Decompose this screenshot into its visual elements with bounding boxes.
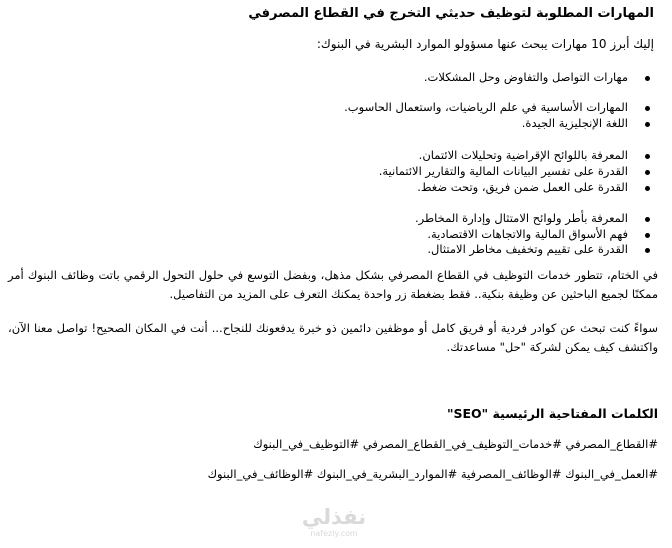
skill-item: المعرفة بأطر ولوائح الامتثال وإدارة المخاطر. [415, 211, 628, 225]
nafezly-watermark [294, 505, 374, 538]
skill-item: المهارات الأساسية في علم الرياضيات، واستعمال الحاسوب. [344, 100, 628, 114]
skill-item: المعرفة باللوائح الإقراضية وتحليلات الائتمان. [418, 148, 628, 162]
keywords-title: الكلمات المفتاحية الرئيسية "SEO" [446, 406, 658, 421]
conclusion-paragraph: في الختام، تتطور خدمات التوظيف في القطاع المصرفي بشكل مذهل، وبفضل التوسع في حلول التحول الرقمي باتت وظائف البنوك أمر ممكنًا لجميع الباحثين عن وظيفة بنكية.. فقط بضغطة زر واحدة يمكنك التعرف على المزيد من التفاصيل. [8, 268, 658, 301]
document-title: المهارات المطلوبة لتوظيف حديثي التخرج في القطاع المصرفي [248, 6, 654, 21]
watermark-brand: نفذلي [301, 505, 367, 529]
hashtags-line: #القطاع_المصرفي #خدمات_التوظيف_في_القطاع_المصرفي #التوظيف_في_البنوك [253, 437, 658, 451]
hashtags-line: #العمل_في_البنوك #الوظائف_المصرفية #الموارد_البشرية_في_البنوك #الوظائف_في_البنوك [207, 467, 658, 481]
skill-item: القدرة على العمل ضمن فريق، وتحت ضغط. [417, 180, 628, 194]
skill-item: القدرة على تقييم وتخفيف مخاطر الامتثال. [427, 242, 628, 256]
skill-item: اللغة الإنجليزية الجيدة. [521, 116, 628, 130]
cta-paragraph: سواءً كنت تبحث عن كوادر فردية أو فريق كامل أو موظفين دائمين ذو خبرة يدفعونك للنجاح... أنت في المكان الصحيح! تواصل معنا الآن، واكتشف كيف يمكن لشركة "حل" مساعدتك. [8, 321, 658, 354]
skill-item: فهم الأسواق المالية والاتجاهات الاقتصادية. [427, 227, 628, 241]
skill-item: مهارات التواصل والتفاوض وحل المشكلات. [423, 70, 628, 84]
skill-item: القدرة على تفسير البيانات المالية والتقارير الائتمانية. [378, 164, 628, 178]
intro-text: إليك أبرز 10 مهارات يبحث عنها مسؤولو الموارد البشرية في البنوك: [316, 37, 654, 51]
watermark-domain: nafezly.com [310, 529, 358, 538]
